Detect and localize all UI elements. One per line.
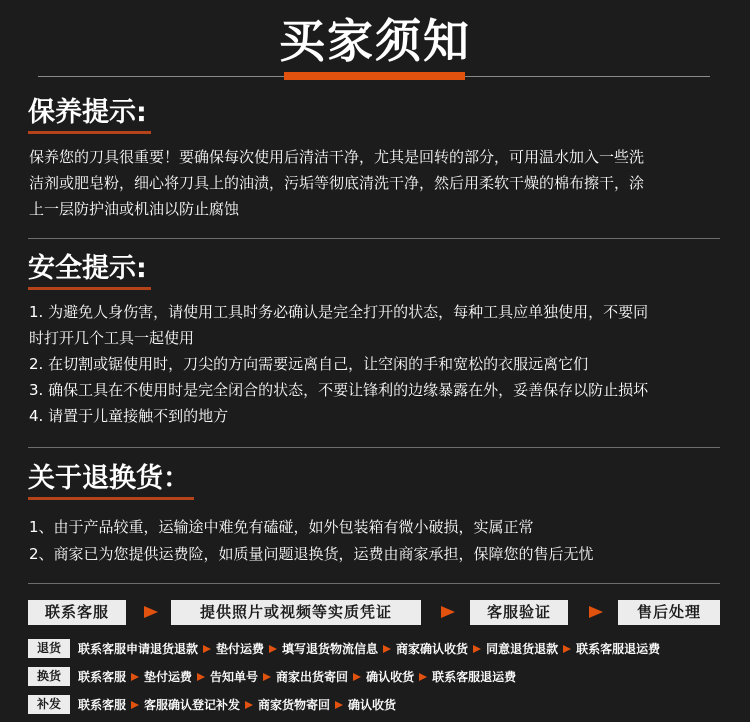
process-step: 联系客服 [78,670,127,684]
returns-heading [28,462,194,496]
process-tag: 退货 [28,639,70,658]
safety-text [29,299,719,429]
section-divider [28,238,720,239]
process-row-exchange [28,667,728,687]
returns-line: 2、商家已为您提供运费险，如质量问题退换货，运费由商家承担，保障您的售后无忧 [29,545,594,563]
process-step: 商家出货寄回 [276,670,349,684]
title-accent-bar [284,72,465,80]
process-row-return [28,639,728,659]
arrow-right-icon [131,673,139,681]
process-step: 同意退货退款 [486,642,559,656]
process-step: 垫付运费 [216,642,265,656]
section-divider [28,583,720,584]
process-steps [78,695,396,715]
process-step: 确认收货 [366,670,415,684]
returns-heading-text: 关于退换货： [28,463,190,494]
arrow-right-icon [203,645,211,653]
care-line: 保养您的刀具很重要！要确保每次使用后清洁干净，尤其是回转的部分，可用温水加入一些洗 [29,148,645,166]
care-heading-text: 保养提示: [28,97,147,128]
care-line: 上一层防护油或机油以防止腐蚀 [29,200,240,218]
flow-step-evidence: 提供照片或视频等实质凭证 [171,600,421,625]
flow-step-contact: 联系客服 [28,600,126,625]
safety-heading [28,252,151,286]
care-heading-underline [28,131,151,134]
arrow-right-icon [245,701,253,709]
arrow-right-icon [419,673,427,681]
process-step: 客服确认登记补发 [144,698,241,712]
arrow-right-icon [335,701,343,709]
flow-arrow-icon [589,606,603,618]
safety-heading-underline [28,287,151,290]
arrow-right-icon [383,645,391,653]
section-divider [28,447,720,448]
returns-line: 1、由于产品较重，运输途中难免有磕碰，如外包装箱有微小破损，实属正常 [29,518,534,536]
safety-line: 3. 确保工具在不使用时是完全闭合的状态，不要让锋利的边缘暴露在外，妥善保存以防止损坏 [29,381,649,399]
safety-line: 2. 在切割或锯使用时，刀尖的方向需要远离自己，让空闲的手和宽松的衣服远离它们 [29,355,589,373]
process-step: 商家货物寄回 [258,698,331,712]
safety-heading-text: 安全提示: [28,253,147,284]
title-area [0,12,750,70]
process-step: 商家确认收货 [396,642,469,656]
flow-arrow-icon [144,606,158,618]
care-line: 洁剂或肥皂粉，细心将刀具上的油渍，污垢等彻底清洗干净，然后用柔软干燥的棉布擦干，涂 [29,174,645,192]
page-title: 买家须知 [279,14,471,68]
process-steps [78,667,516,687]
after-sales-flow [28,600,720,626]
process-step: 联系客服退运费 [432,670,517,684]
process-tag: 补发 [28,695,70,714]
process-row-reissue [28,695,728,715]
process-step: 联系客服退运费 [576,642,661,656]
returns-heading-underline [28,497,194,500]
arrow-right-icon [563,645,571,653]
arrow-right-icon [269,645,277,653]
care-text [29,144,719,222]
process-step: 联系客服申请退货退款 [78,642,199,656]
arrow-right-icon [197,673,205,681]
safety-line: 1. 为避免人身伤害，请使用工具时务必确认是完全打开的状态，每种工具应单独使用，不要同 [29,303,649,321]
arrow-right-icon [263,673,271,681]
process-tag: 换货 [28,667,70,686]
flow-step-verify: 客服验证 [470,600,568,625]
safety-line: 4. 请置于儿童接触不到的地方 [29,407,229,425]
process-steps [78,639,660,659]
arrow-right-icon [473,645,481,653]
returns-text [29,514,719,568]
care-heading [28,96,151,130]
process-step: 填写退货物流信息 [282,642,379,656]
process-step: 联系客服 [78,698,127,712]
process-step: 垫付运费 [144,670,193,684]
arrow-right-icon [131,701,139,709]
flow-step-handle: 售后处理 [618,600,720,625]
safety-line: 时打开几个工具一起使用 [29,329,195,347]
process-step: 告知单号 [210,670,259,684]
arrow-right-icon [353,673,361,681]
flow-arrow-icon [441,606,455,618]
process-step: 确认收货 [348,698,397,712]
